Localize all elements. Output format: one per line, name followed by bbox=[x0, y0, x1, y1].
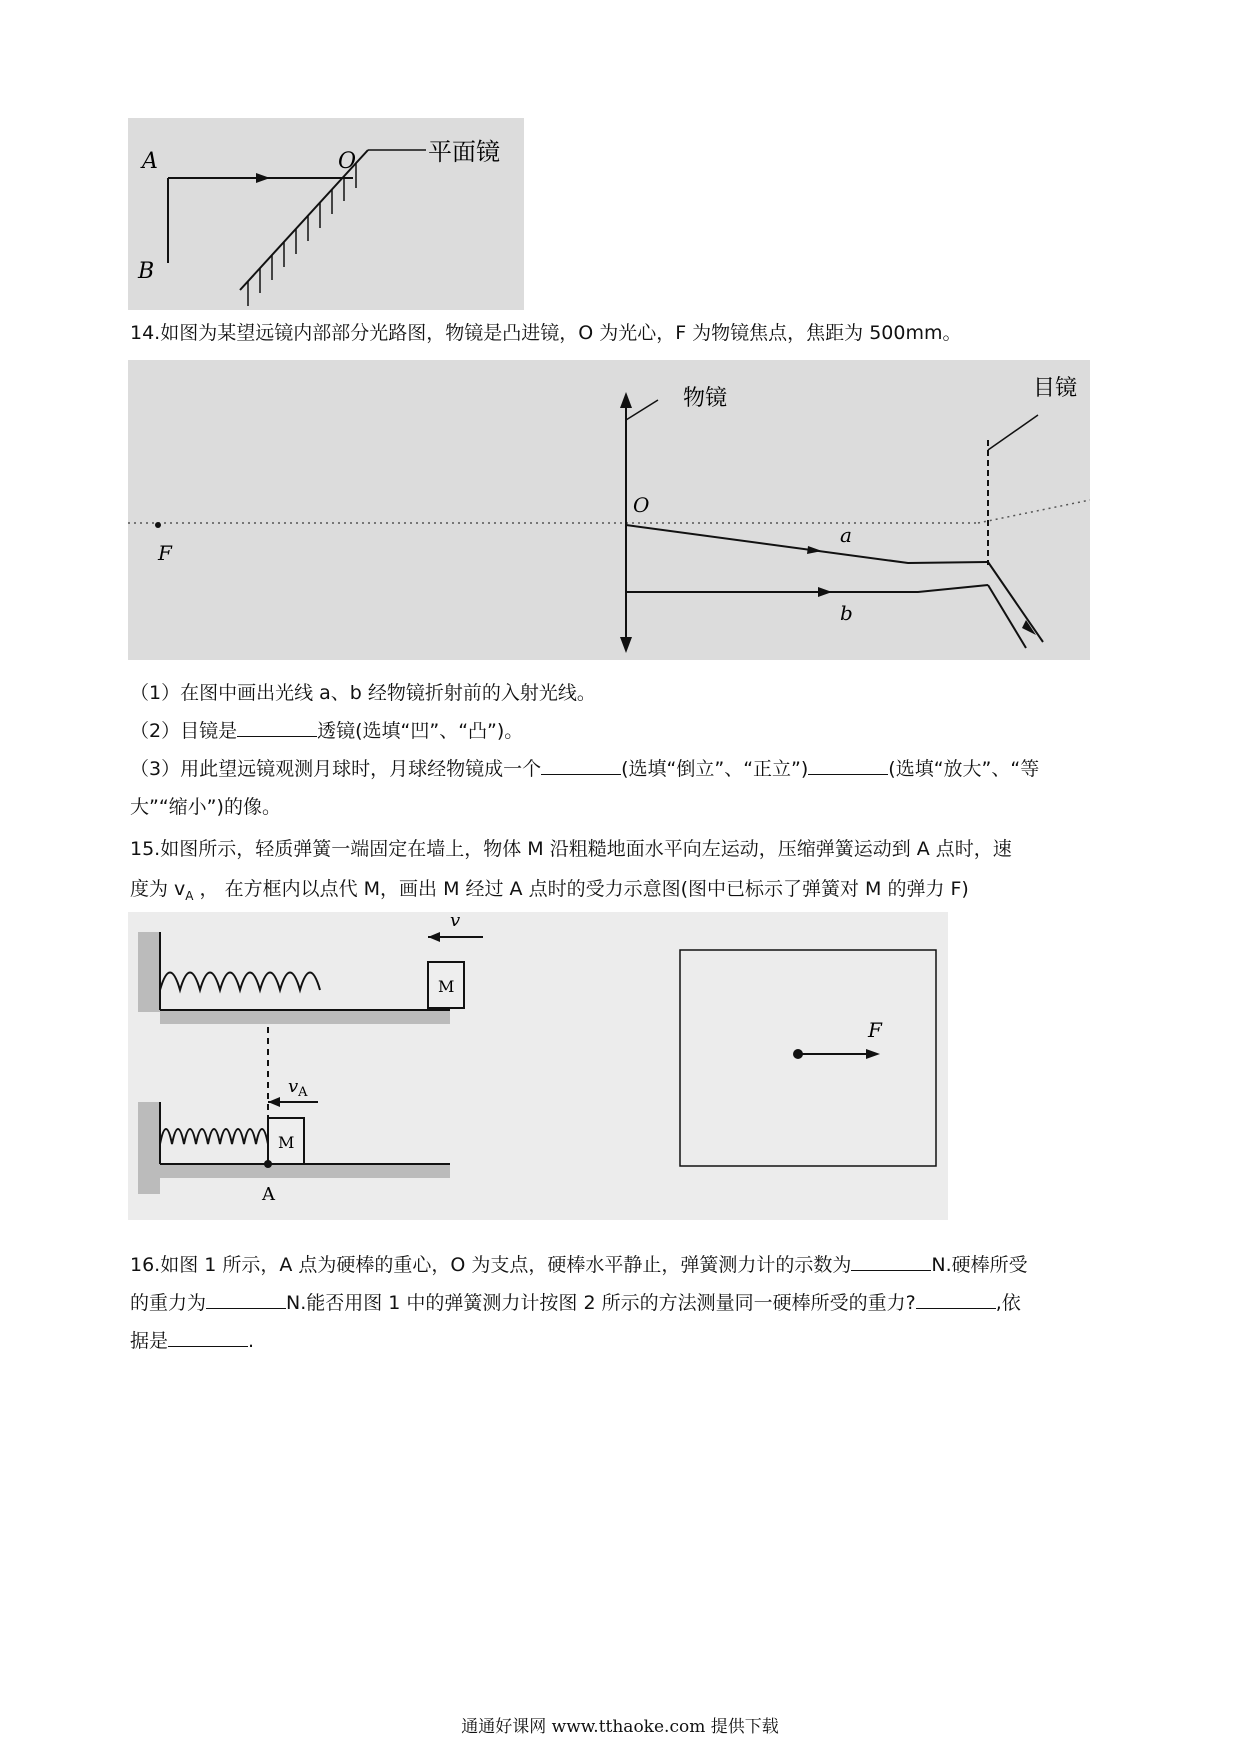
q14-part2 bbox=[130, 718, 523, 744]
q15-line1: 15.如图所示，轻质弹簧一端固定在墙上，物体 M 沿粗糙地面水平向左运动，压缩弹簧运动到 A 点时，速 bbox=[130, 838, 1012, 860]
q14-part2-post: 透镜(选填“凹”、“凸”)。 bbox=[317, 720, 524, 742]
q14-stem: 14.如图为某望远镜内部部分光路图，物镜是凸进镜，O 为光心，F 为物镜焦点，焦距为 500mm。 bbox=[130, 322, 962, 344]
q16-line1-post: N.硬棒所受 bbox=[931, 1254, 1028, 1276]
q16-line1 bbox=[130, 1252, 1028, 1278]
q15-line2-sub: A bbox=[185, 888, 194, 903]
label-v: v bbox=[450, 912, 461, 931]
answer-blank[interactable] bbox=[808, 756, 888, 775]
label-f: F bbox=[158, 541, 172, 565]
mirror-figure bbox=[128, 118, 524, 310]
q14-part3-pre: （3）用此望远镜观测月球时，月球经物镜成一个 bbox=[130, 758, 542, 780]
answer-blank[interactable] bbox=[237, 718, 317, 737]
q16-line3 bbox=[130, 1328, 254, 1354]
q15-line2-pre: 度为 v bbox=[130, 878, 186, 900]
label-o: O bbox=[633, 493, 650, 517]
answer-blank[interactable] bbox=[916, 1290, 996, 1309]
q16-line2 bbox=[130, 1290, 1021, 1316]
label-f: F bbox=[868, 1018, 882, 1042]
label-b: b bbox=[840, 601, 853, 625]
label-eyepiece: 目镜 bbox=[1033, 376, 1078, 401]
block-m: M bbox=[438, 977, 455, 996]
answer-blank[interactable] bbox=[168, 1328, 248, 1347]
label-a: A bbox=[262, 1184, 275, 1205]
q15-line2-post: ， 在方框内以点代 M，画出 M 经过 A 点时的受力示意图(图中已标示了弹簧对 M 的弹力 F) bbox=[193, 878, 969, 900]
label-a: a bbox=[840, 523, 852, 547]
spring-figure bbox=[128, 912, 948, 1220]
q16-line1-pre: 16.如图 1 所示，A 点为硬棒的重心，O 为支点，硬棒水平静止，弹簧测力计的示数为 bbox=[130, 1254, 852, 1276]
answer-blank[interactable] bbox=[206, 1290, 286, 1309]
answer-blank[interactable] bbox=[541, 756, 621, 775]
label-va: $v_A$ bbox=[288, 1076, 308, 1100]
label-mirror: 平面镜 bbox=[428, 138, 500, 166]
q14-part3-mid: (选填“倒立”、“正立”) bbox=[621, 758, 809, 780]
q16-line3-pre: 据是 bbox=[130, 1330, 169, 1352]
label-a: A bbox=[142, 149, 158, 174]
label-b: B bbox=[138, 259, 155, 284]
q16-line2-post: ,依 bbox=[995, 1292, 1021, 1314]
answer-blank[interactable] bbox=[851, 1252, 931, 1271]
q16-line2-pre: 的重力为 bbox=[130, 1292, 207, 1314]
q14-part2-pre: （2）目镜是 bbox=[130, 720, 238, 742]
q16-line2-mid: N.能否用图 1 中的弹簧测力计按图 2 所示的方法测量同一硬棒所受的重力? bbox=[286, 1292, 916, 1314]
page-footer: 通通好课网 www.tthaoke.com 提供下载 bbox=[461, 1717, 779, 1737]
q14-part3-line2: 大”“缩小”)的像。 bbox=[130, 796, 281, 818]
telescope-figure bbox=[128, 360, 1090, 660]
q16-line3-post: . bbox=[248, 1330, 255, 1352]
label-o: O bbox=[338, 149, 357, 174]
q14-part1: （1）在图中画出光线 a、b 经物镜折射前的入射光线。 bbox=[130, 682, 596, 704]
block-m: M bbox=[278, 1133, 295, 1152]
q14-part3-post: (选填“放大”、“等 bbox=[888, 758, 1040, 780]
q15-line2 bbox=[130, 876, 969, 909]
label-objective: 物镜 bbox=[683, 386, 728, 411]
q14-part3 bbox=[130, 756, 1039, 782]
